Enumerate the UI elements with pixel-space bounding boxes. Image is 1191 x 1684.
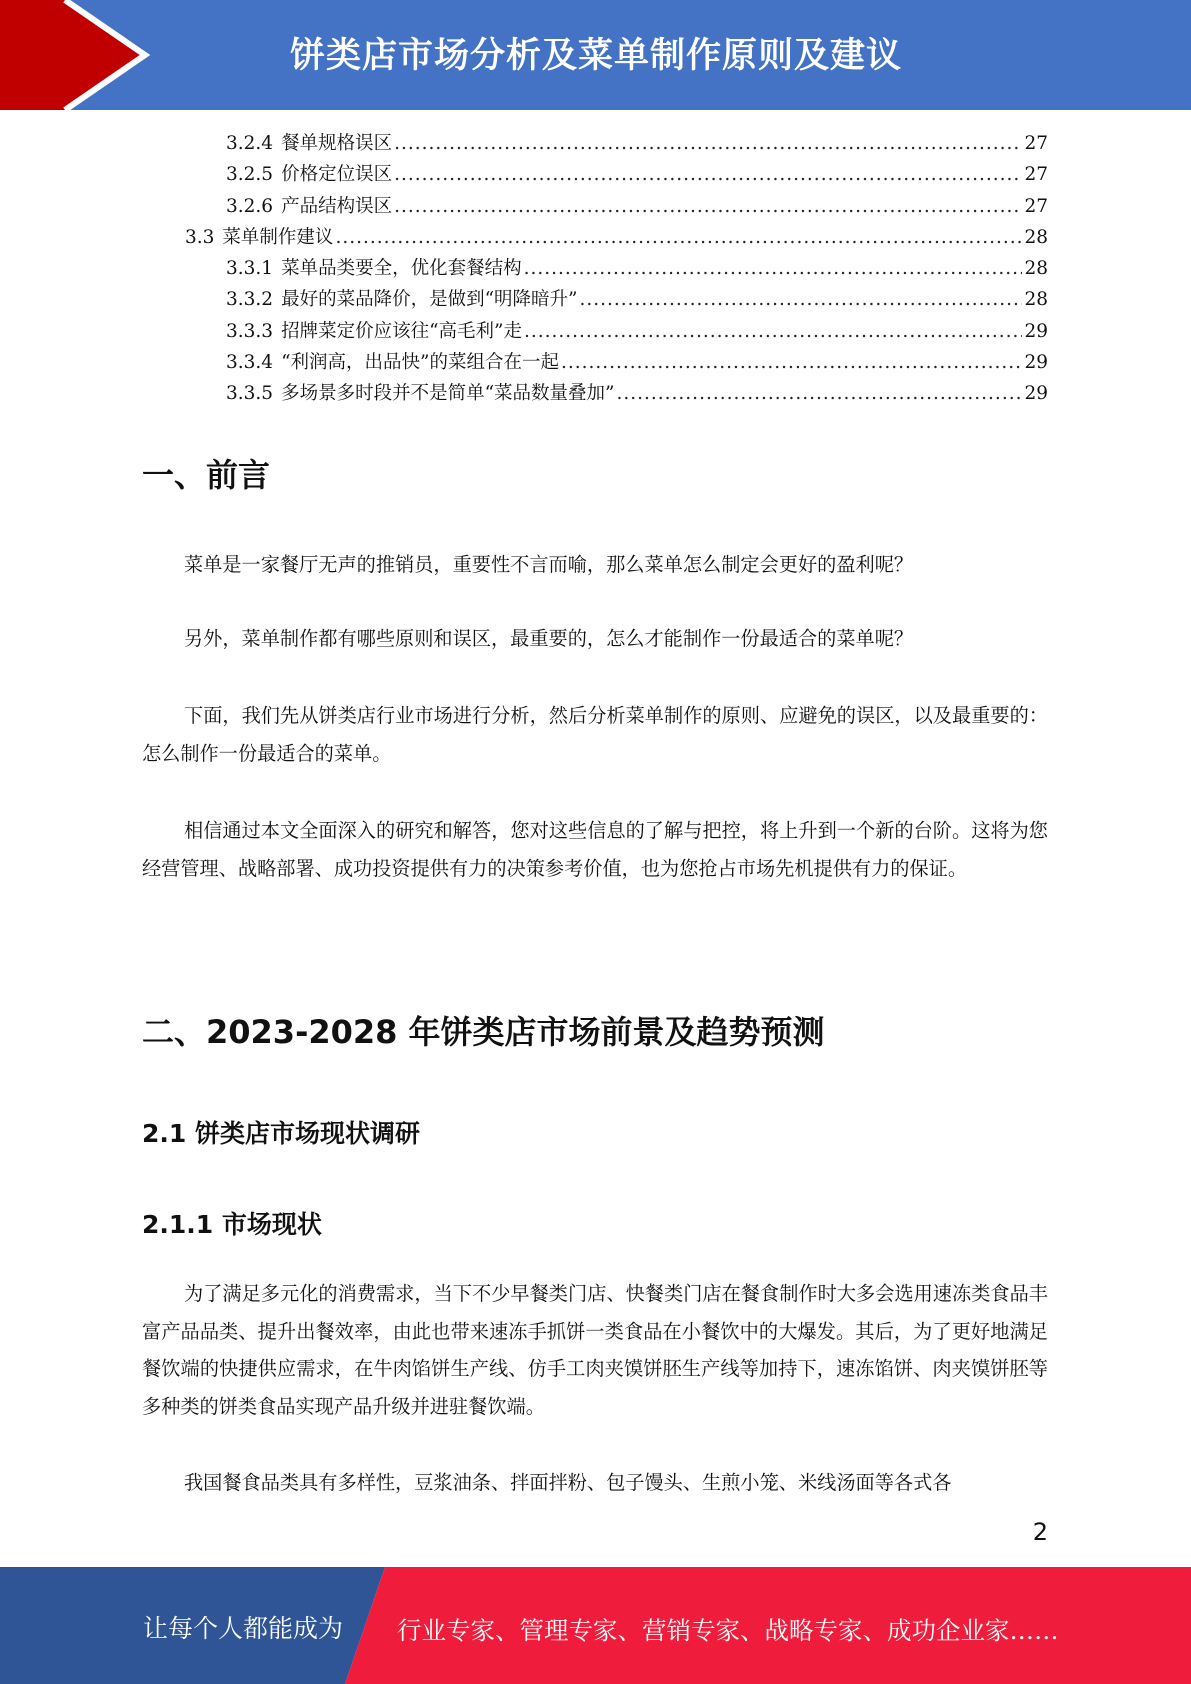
toc-title: 菜单品类要全，优化套餐结构 (281, 258, 522, 280)
paragraph: 下面，我们先从饼类店行业市场进行分析，然后分析菜单制作的原则、应避免的误区，以及最重要的：怎么制作一份最适合的菜单。 (142, 704, 1048, 765)
subsection-heading: 2.1 饼类店市场现状调研 (142, 1119, 420, 1148)
toc-page: 27 (1024, 164, 1048, 186)
toc-number: 3.3.2 (226, 289, 274, 311)
toc-title: 最好的菜品降价，是做到“明降暗升” (281, 289, 578, 311)
toc-entry[interactable] (140, 316, 1048, 347)
toc-title: 招牌菜定价应该往“高毛利”走 (281, 320, 522, 342)
toc-entry[interactable] (140, 378, 1048, 409)
toc-leader (561, 347, 1022, 378)
toc-page: 29 (1024, 320, 1048, 342)
toc-page: 29 (1024, 383, 1048, 405)
toc-page: 29 (1024, 352, 1048, 374)
section-heading-forecast: 二、2023-2028 年饼类店市场前景及趋势预测 (142, 1013, 825, 1051)
toc-entry[interactable] (140, 284, 1048, 315)
document-title: 饼类店市场分析及菜单制作原则及建议 (290, 36, 903, 76)
toc-number: 3.2.6 (226, 195, 274, 217)
toc-title: 产品结构误区 (281, 195, 393, 217)
toc-title: 菜单制作建议 (222, 226, 334, 248)
section-heading-preface: 一、前言 (142, 456, 271, 494)
paragraph: 为了满足多元化的消费需求，当下不少早餐类门店、快餐类门店在餐食制作时大多会选用速冻类食品丰富产品品类、提升出餐效率，由此也带来速冻手抓饼一类食品在小餐饮中的大爆发。其后，为了更好地满足餐饮端的快捷供应需求，在牛肉馅饼生产线、仿手工肉夹馍饼胚生产线等加持下，速冻馅饼、肉夹馍饼胚等多种类的饼类食品实现产品升级并进驻餐饮端。 (142, 1282, 1048, 1418)
toc-number: 3.2.4 (226, 133, 274, 154)
paragraph: 菜单是一家餐厅无声的推销员，重要性不言而喻，那么菜单怎么制定会更好的盈利呢？ (184, 553, 914, 576)
toc-number: 3.2.5 (226, 164, 274, 186)
toc-number: 3.3.5 (226, 383, 274, 405)
header-banner (0, 0, 1191, 110)
paragraph: 我国餐食品类具有多样性，豆浆油条、拌面拌粉、包子馒头、生煎小笼、米线汤面等各式各 (184, 1471, 952, 1494)
toc-title: 价格定位误区 (281, 164, 393, 186)
toc-leader (394, 128, 1022, 159)
toc-entry[interactable] (140, 253, 1048, 284)
toc-entry[interactable] (140, 222, 1048, 253)
toc-title: 多场景多时段并不是简单“菜品数量叠加” (281, 383, 615, 405)
toc-page: 28 (1024, 258, 1048, 280)
toc-number: 3.3.3 (226, 320, 274, 342)
footer-banner (0, 1567, 1191, 1684)
paragraph: 相信通过本文全面深入的研究和解答，您对这些信息的了解与把控，将上升到一个新的台阶。这将为您经营管理、战略部署、成功投资提供有力的决策参考价值，也为您抢占市场先机提供有力的保证。 (142, 819, 1048, 880)
toc-leader (580, 284, 1023, 315)
toc-entry[interactable] (140, 159, 1048, 190)
table-of-contents (140, 128, 1048, 410)
toc-number: 3.3 (185, 226, 215, 248)
page-number: 2 (1032, 1518, 1048, 1546)
toc-entry[interactable] (140, 128, 1048, 159)
toc-entry[interactable] (140, 191, 1048, 222)
toc-page: 28 (1024, 226, 1048, 248)
toc-page: 28 (1024, 289, 1048, 311)
toc-number: 3.3.1 (226, 258, 274, 280)
footer-slogan-left: 让每个人都能成为 (143, 1614, 344, 1643)
toc-title: 餐单规格误区 (281, 133, 393, 154)
footer-slogan-right: 行业专家、管理专家、营销专家、战略专家、成功企业家…… (397, 1616, 1059, 1645)
toc-leader (394, 191, 1022, 222)
toc-number: 3.3.4 (226, 352, 274, 374)
toc-leader (524, 253, 1023, 284)
toc-entry[interactable] (140, 347, 1048, 378)
paragraph: 另外，菜单制作都有哪些原则和误区，最重要的，怎么才能制作一份最适合的菜单呢？ (184, 627, 914, 650)
toc-leader (335, 222, 1022, 253)
toc-leader (617, 378, 1023, 409)
toc-page: 27 (1024, 133, 1048, 154)
subsubsection-heading: 2.1.1 市场现状 (142, 1210, 322, 1239)
toc-leader (524, 316, 1022, 347)
toc-title: “利润高，出品快”的菜组合在一起 (281, 352, 559, 374)
toc-leader (394, 159, 1022, 190)
toc-page: 27 (1024, 195, 1048, 217)
